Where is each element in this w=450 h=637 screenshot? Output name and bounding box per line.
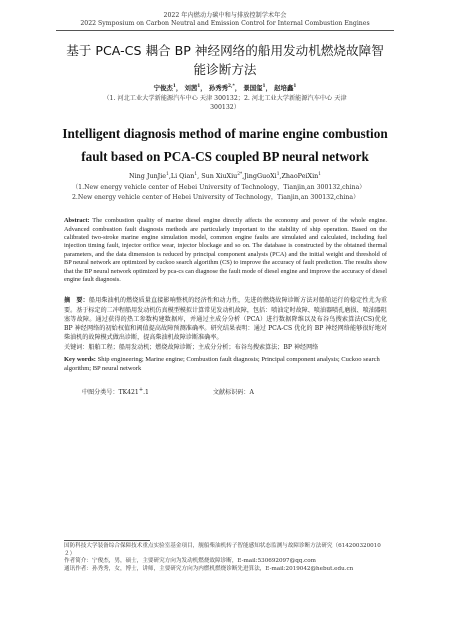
clc-value: TK421 — [118, 389, 139, 397]
footnote-author: 作者简介：宁俊杰，男，硕士，主要研究方向为发动机燃烧故障诊断，E-mail:530692097@qq.com — [64, 558, 316, 565]
footnote-funding: 国防科技大学装备综合保障技术重点实验室基金项目，舰船柴油机转子智能感知状态监测与故障诊断方法研究（614200320010２） — [64, 543, 381, 557]
document-code — [213, 387, 254, 396]
author-en: JingGuoXi — [244, 172, 277, 181]
affiliation-cn: （1. 河北工业大学新能源汽车中心 天津 300132；2. 河北工业大学新能源汽车中心 天津 300132） — [103, 95, 347, 111]
author-en: Sun XiuXiu — [201, 172, 238, 181]
keywords-en-text: Ship engineering; Marine engine; Combustion fault diagnosis; Principal component analysis; Cuckoo search algorithm; BP neural network — [64, 355, 380, 372]
footnote-rule — [64, 540, 150, 541]
clc-sup: + — [138, 387, 144, 393]
keywords-en-label: Key words: — [64, 355, 96, 363]
author-sup: 1 — [293, 83, 297, 89]
abstract-cn-label: 摘 要： — [64, 297, 89, 305]
paper-title-cn: 基于 PCA-CS 耦合 BP 神经网络的船用发动机燃烧故障智能诊断方法 — [66, 43, 384, 77]
footnote-corresponding: 通讯作者：孙秀秀，女，博士，讲师，主要研究方向为内燃机燃烧诊断先进算法，E-mail:2019042@hebut.edu.cn — [64, 565, 354, 572]
author-sup: 2* — [237, 172, 243, 177]
author-sup: 1 — [172, 83, 176, 89]
conference-header — [0, 0, 450, 31]
author-cn: 景国玺 — [243, 84, 263, 92]
header-rule — [56, 30, 394, 31]
author-list-cn: 宁俊杰$^1$， 刘茜$^1$， 孙秀秀$^{2,*}$， 景国玺$^1$， 赵培鑫$^1$ — [153, 83, 297, 92]
keywords-cn-label: 关键词： — [64, 344, 89, 352]
conference-name-en: 2022 Symposium on Carbon Neutral and Emission Control for Internal Combustion Engines — [80, 20, 370, 27]
clc-label: 中图分类号： — [82, 389, 119, 397]
doc-code-value: A — [249, 389, 254, 396]
abstract-cn — [64, 296, 387, 342]
author-en: ZhaoPeiXin — [281, 172, 319, 181]
abstract-en-label: Abstract: — [64, 217, 90, 225]
author-en: Li Qian — [170, 172, 195, 181]
author-list-en: Ning JunJie$^1$,Li Qian$^1$, Sun XiuXiu$^{2*}$,JingGuoXi$^1$,ZhaoPeiXin$^1$ — [129, 172, 321, 181]
author-sup: 1 — [194, 172, 198, 177]
keywords-en — [64, 355, 387, 373]
author-sup: 2,* — [228, 83, 235, 89]
affiliations-en — [72, 183, 450, 203]
abstract-en — [64, 217, 387, 284]
author-cn: 孙秀秀 — [208, 84, 229, 92]
clc-suffix: .1 — [143, 389, 149, 397]
author-cn: 宁俊杰 — [153, 84, 173, 92]
classification-row — [82, 387, 450, 396]
conference-name-cn: 2022 年内燃动力碳中和与排放控制学术年会 — [163, 12, 287, 19]
author-en: Ning JunJie — [129, 172, 167, 181]
author-cn: 赵培鑫 — [274, 84, 294, 92]
keywords-cn-text: 船舶工程；船用发动机；燃烧故障诊断；主成分分析；布谷鸟搜索算法；BP 神经网络 — [88, 344, 319, 352]
author-sup: 1 — [318, 172, 321, 177]
author-cn: 刘茜 — [184, 84, 198, 92]
keywords-cn — [64, 343, 387, 352]
doc-code-label: 文献标识码： — [212, 389, 250, 396]
clc-number — [82, 387, 149, 396]
author-sup: 1 — [262, 83, 266, 89]
abstract-en-text: The combustion quality of marine diesel engine directly affects the economy and power of the whole engine. Advanced combustion fault diagnosis methods are particularly important to the stability of ship operation. Based on the calibrated two-stroke marine engine simulation model, common engine faults are simulated and calculated, including fuel injection timing fault, injector orifice wear, injector blockage and so on. The database is constructed by the obtained thermal parameters, and the data dimension is reduced by principal component analysis (PCA) and the initial weight and threshold of BP neural network are optimized by cuckoo search algorithm (CS) to improve the accuracy of fault prediction. The results show that the BP neural network optimized by pca-cs can diagnose the fault mode of diesel engine and improve the accuracy of diesel engine fault diagnosis. — [64, 217, 388, 283]
abstract-cn-text: 船用柴油机的燃烧质量直接影响整机的经济性和动力性，先进的燃烧故障诊断方法对船舶运行的稳定性尤为重要。基于标定的二冲程船用发动机仿真模型模拟计算常见发动机故障，包括：喷油定时故障、喷油器喷孔磨损、喷油器阻塞等故障。通过获得的热工参数构建数据库，并通过主成分分析（PCA）进行数据降维以及布谷鸟搜索算法(CS)优化 BP 神经网络的初始权值和阈值提高故障预测准确率。研究结果表明：通过 PCA-CS 优化的 BP 神经网络能够很好地对柴油机的故障模式做出诊断，提高柴油机故障诊断准确率。 — [64, 297, 388, 342]
author-sup: 1 — [166, 172, 169, 177]
footnotes — [64, 540, 387, 573]
author-sup: 1 — [197, 83, 201, 89]
affiliation-en-1: （1.New energy vehicle center of Hebei University of Technology，Tianjin,an 300132,china） — [72, 184, 366, 192]
affiliation-en-2: 2.New energy vehicle center of Hebei University of Technology，Tianjin,an 300132,china） — [72, 194, 360, 202]
author-sup: 1 — [276, 172, 280, 177]
paper-title-en: Intelligent diagnosis method of marine engine combustion fault based on PCA-CS coupled BP neural network — [62, 126, 388, 164]
